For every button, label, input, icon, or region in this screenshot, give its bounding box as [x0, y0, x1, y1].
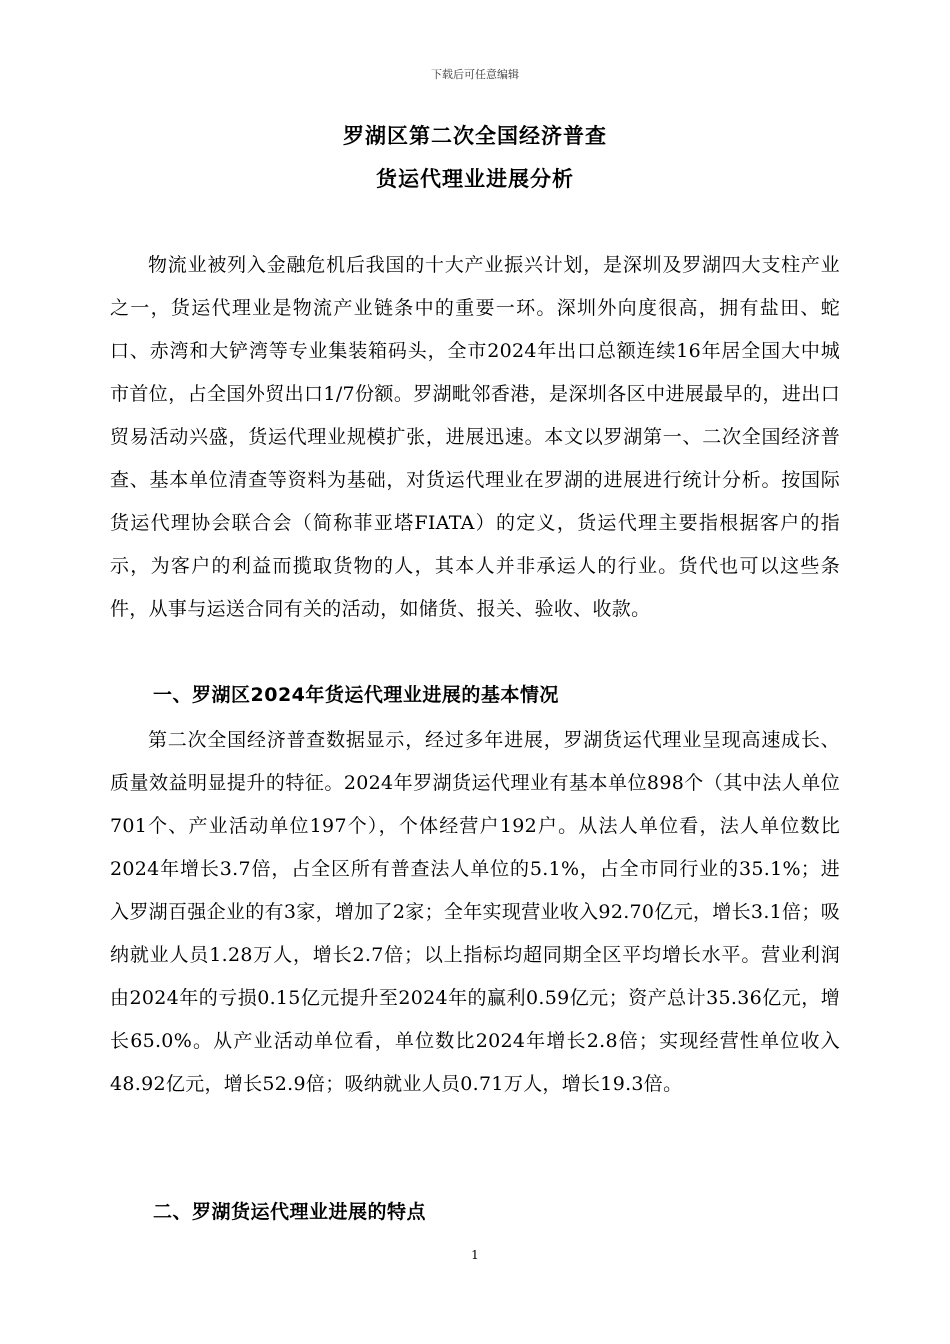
section-heading-2: 二、罗湖货运代理业进展的特点	[153, 1201, 427, 1223]
page-number: 1	[471, 1248, 479, 1262]
document-title-line-1: 罗湖区第二次全国经济普查	[343, 124, 607, 148]
section-heading-1: 一、罗湖区2024年货运代理业进展的基本情况	[153, 684, 559, 706]
section-1-paragraph: 第二次全国经济普查数据显示，经过多年进展，罗湖货运代理业呈现高速成长、质量效益明显提升的特征。2024年罗湖货运代理业有基本单位898个（其中法人单位701个、产业活动单位197个），个体经营户192户。从法人单位看，法人单位数比2024年增长3.7倍，占全区所有普查法人单位的5.1%，占全市同行业的35.1%；进入罗湖百强企业的有3家，增加了2家；全年实现营业收入92.70亿元，增长3.1倍；吸纳就业人员1.28万人，增长2.7倍；以上指标均超同期全区平均增长水平。营业利润由2024年的亏损0.15亿元提升至2024年的赢利0.59亿元；资产总计35.36亿元，增长65.0%。从产业活动单位看，单位数比2024年增长2.8倍；实现经营性单位收入48.92亿元，增长52.9倍；吸纳就业人员0.71万人，增长19.3倍。	[110, 729, 840, 1095]
header-note: 下载后可任意编辑	[431, 68, 519, 81]
document-title-line-2: 货运代理业进展分析	[376, 167, 574, 191]
intro-paragraph: 物流业被列入金融危机后我国的十大产业振兴计划，是深圳及罗湖四大支柱产业之一，货运代理业是物流产业链条中的重要一环。深圳外向度很高，拥有盐田、蛇口、赤湾和大铲湾等专业集装箱码头，全市2024年出口总额连续16年居全国大中城市首位，占全国外贸出口1/7份额。罗湖毗邻香港，是深圳各区中进展最早的，进出口贸易活动兴盛，货运代理业规模扩张，进展迅速。本文以罗湖第一、二次全国经济普查、基本单位清查等资料为基础，对货运代理业在罗湖的进展进行统计分析。按国际货运代理协会联合会（简称菲亚塔FIATA）的定义，货运代理主要指根据客户的指示，为客户的利益而揽取货物的人，其本人并非承运人的行业。货代也可以这些条件，从事与运送合同有关的活动，如储货、报关、验收、收款。	[110, 254, 840, 620]
